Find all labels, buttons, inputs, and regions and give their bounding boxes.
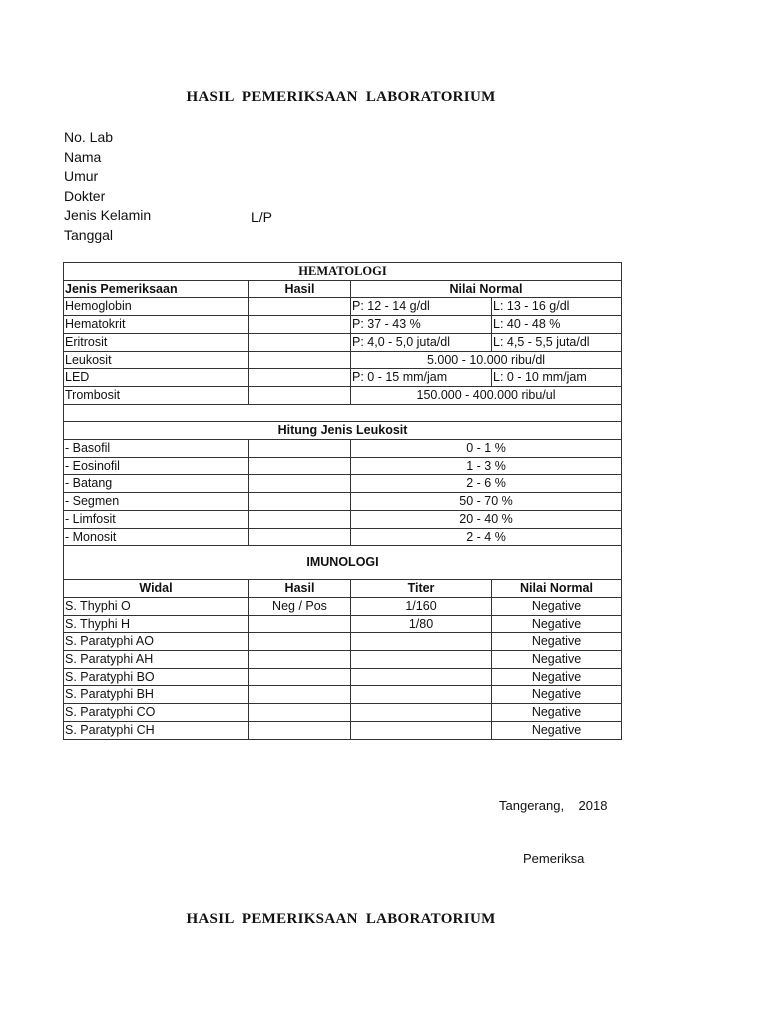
widal-name: S. Paratyphi AO bbox=[64, 633, 249, 651]
titer-cell bbox=[351, 668, 492, 686]
normal-cell: Negative bbox=[492, 597, 622, 615]
exam-name: - Batang bbox=[64, 475, 249, 493]
table-row bbox=[64, 369, 622, 387]
info-label: Umur bbox=[64, 168, 99, 185]
info-value: L/P bbox=[251, 209, 273, 226]
table-row bbox=[64, 651, 622, 669]
normal-cell: Negative bbox=[492, 721, 622, 739]
header-nilai-normal: Nilai Normal bbox=[351, 280, 622, 298]
exam-name: Hematokrit bbox=[64, 316, 249, 334]
exam-name: - Monosit bbox=[64, 528, 249, 546]
exam-name: Eritrosit bbox=[64, 333, 249, 351]
normal-male: L: 13 - 16 g/dl bbox=[492, 298, 622, 316]
table-row bbox=[64, 298, 622, 316]
page-title: HASIL PEMERIKSAAN LABORATORIUM bbox=[186, 89, 496, 105]
result-cell bbox=[249, 510, 351, 528]
info-label: Tanggal bbox=[64, 226, 114, 243]
result-cell bbox=[249, 351, 351, 369]
info-label: Nama bbox=[64, 148, 102, 165]
table-row bbox=[64, 528, 622, 546]
table-row bbox=[64, 386, 622, 404]
normal-female: P: 0 - 15 mm/jam bbox=[351, 369, 492, 387]
normal-male: L: 4,5 - 5,5 juta/dl bbox=[492, 333, 622, 351]
info-row-no-lab bbox=[64, 128, 151, 148]
result-cell bbox=[249, 457, 351, 475]
header-titer: Titer bbox=[351, 580, 492, 598]
section-title-hematologi: HEMATOLOGI bbox=[64, 263, 622, 281]
table-row bbox=[64, 440, 622, 458]
widal-name: S. Paratyphi CH bbox=[64, 721, 249, 739]
result-cell: Neg / Pos bbox=[249, 597, 351, 615]
exam-name: - Eosinofil bbox=[64, 457, 249, 475]
table-row bbox=[64, 457, 622, 475]
normal-range: 1 - 3 % bbox=[351, 457, 622, 475]
result-cell bbox=[249, 633, 351, 651]
exam-name: Leukosit bbox=[64, 351, 249, 369]
normal-cell: Negative bbox=[492, 686, 622, 704]
result-cell bbox=[249, 704, 351, 722]
result-cell bbox=[249, 386, 351, 404]
signature-examiner: Pemeriksa bbox=[523, 851, 585, 866]
normal-cell: Negative bbox=[492, 615, 622, 633]
result-cell bbox=[249, 333, 351, 351]
table-row bbox=[64, 668, 622, 686]
result-cell bbox=[249, 528, 351, 546]
titer-cell bbox=[351, 633, 492, 651]
table-row bbox=[64, 686, 622, 704]
widal-name: S. Paratyphi BO bbox=[64, 668, 249, 686]
result-cell bbox=[249, 721, 351, 739]
exam-name: - Limfosit bbox=[64, 510, 249, 528]
result-cell bbox=[249, 686, 351, 704]
section-title-hitung-jenis: Hitung Jenis Leukosit bbox=[64, 422, 622, 440]
result-cell bbox=[249, 668, 351, 686]
normal-range: 50 - 70 % bbox=[351, 493, 622, 511]
normal-range: 20 - 40 % bbox=[351, 510, 622, 528]
exam-name: - Segmen bbox=[64, 493, 249, 511]
table-row bbox=[64, 333, 622, 351]
titer-cell: 1/80 bbox=[351, 615, 492, 633]
result-cell bbox=[249, 369, 351, 387]
normal-range: 0 - 1 % bbox=[351, 440, 622, 458]
table-row bbox=[64, 704, 622, 722]
widal-name: S. Paratyphi BH bbox=[64, 686, 249, 704]
info-row-jenis-kelamin bbox=[64, 206, 273, 226]
header-widal: Widal bbox=[64, 580, 249, 598]
spacer-row bbox=[64, 404, 622, 422]
normal-male: L: 40 - 48 % bbox=[492, 316, 622, 334]
titer-cell bbox=[351, 721, 492, 739]
table-row bbox=[64, 493, 622, 511]
table-row bbox=[64, 721, 622, 739]
widal-name: S. Thyphi H bbox=[64, 615, 249, 633]
titer-cell: 1/160 bbox=[351, 597, 492, 615]
normal-female: P: 12 - 14 g/dl bbox=[351, 298, 492, 316]
exam-name: Hemoglobin bbox=[64, 298, 249, 316]
normal-female: P: 37 - 43 % bbox=[351, 316, 492, 334]
result-cell bbox=[249, 298, 351, 316]
widal-name: S. Paratyphi AH bbox=[64, 651, 249, 669]
titer-cell bbox=[351, 686, 492, 704]
info-row-nama bbox=[64, 148, 151, 168]
table-row bbox=[64, 597, 622, 615]
result-cell bbox=[249, 615, 351, 633]
exam-name: LED bbox=[64, 369, 249, 387]
info-label: Jenis Kelamin bbox=[64, 207, 152, 224]
normal-range: 150.000 - 400.000 ribu/ul bbox=[351, 386, 622, 404]
table-row bbox=[64, 351, 622, 369]
lab-results-table bbox=[63, 262, 622, 740]
table-row bbox=[64, 615, 622, 633]
info-row-umur bbox=[64, 167, 151, 187]
info-label: Dokter bbox=[64, 187, 106, 204]
info-label: No. Lab bbox=[64, 129, 114, 145]
normal-range: 5.000 - 10.000 ribu/dl bbox=[351, 351, 622, 369]
normal-cell: Negative bbox=[492, 633, 622, 651]
footer-title: HASIL PEMERIKSAAN LABORATORIUM bbox=[186, 911, 496, 927]
result-cell bbox=[249, 475, 351, 493]
result-cell bbox=[249, 493, 351, 511]
header-hasil: Hasil bbox=[249, 580, 351, 598]
result-cell bbox=[249, 316, 351, 334]
table-row bbox=[64, 475, 622, 493]
info-row-tanggal bbox=[64, 226, 151, 246]
exam-name: Trombosit bbox=[64, 386, 249, 404]
normal-range: 2 - 4 % bbox=[351, 528, 622, 546]
normal-cell: Negative bbox=[492, 704, 622, 722]
titer-cell bbox=[351, 704, 492, 722]
info-row-dokter bbox=[64, 187, 151, 207]
table-row bbox=[64, 510, 622, 528]
table-row bbox=[64, 633, 622, 651]
exam-name: - Basofil bbox=[64, 440, 249, 458]
normal-range: 2 - 6 % bbox=[351, 475, 622, 493]
patient-info bbox=[64, 128, 273, 246]
normal-male: L: 0 - 10 mm/jam bbox=[492, 369, 622, 387]
header-nilai-normal: Nilai Normal bbox=[492, 580, 622, 598]
signature-place-date: Tangerang, 2018 bbox=[499, 798, 608, 813]
header-hasil: Hasil bbox=[249, 280, 351, 298]
header-jenis-pemeriksaan: Jenis Pemeriksaan bbox=[64, 280, 249, 298]
widal-name: S. Paratyphi CO bbox=[64, 704, 249, 722]
table-row bbox=[64, 316, 622, 334]
section-title-imunologi: IMUNOLOGI bbox=[64, 546, 622, 580]
widal-name: S. Thyphi O bbox=[64, 597, 249, 615]
result-cell bbox=[249, 651, 351, 669]
normal-female: P: 4,0 - 5,0 juta/dl bbox=[351, 333, 492, 351]
result-cell bbox=[249, 440, 351, 458]
normal-cell: Negative bbox=[492, 651, 622, 669]
titer-cell bbox=[351, 651, 492, 669]
normal-cell: Negative bbox=[492, 668, 622, 686]
